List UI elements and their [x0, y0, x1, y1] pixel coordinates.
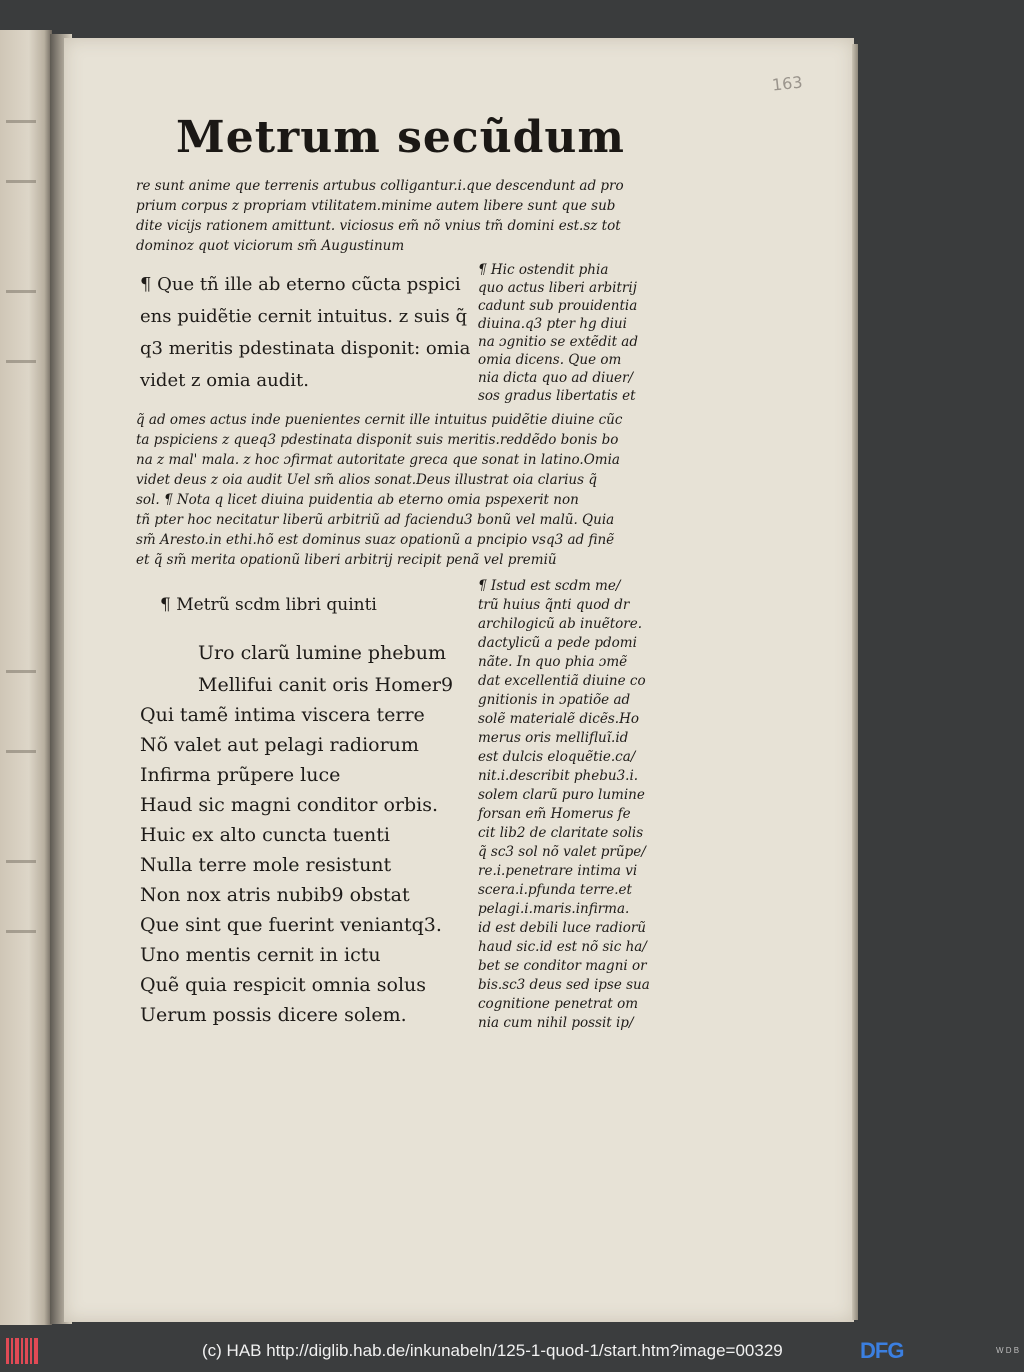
commentary-line: dat excellentiã diuine co: [478, 673, 646, 689]
commentary-line: bis.sc3 deus sed ipse sua: [478, 977, 650, 993]
commentary-line: nia cum nihil possit ip/: [478, 1015, 634, 1031]
commentary-line: dactylicũ a pede pdomi: [478, 635, 637, 651]
folio-number: 163: [771, 72, 804, 95]
verse-heading: ¶ Metrũ scdm libri quinti: [160, 595, 377, 615]
commentary-line: ta pspiciens z queq3 pdestinata disponit suis meritis.reddẽdo bonis bo: [136, 432, 619, 448]
commentary-line: bet se conditor magni or: [478, 958, 647, 974]
commentary-line: re.i.penetrare intima vi: [478, 863, 638, 879]
intro-gloss-line: dominoz quot viciorum sm̃ Augustinum: [136, 238, 405, 254]
intro-gloss-line: re sunt anime que terrenis artubus colligantur.i.que descendunt ad pro: [136, 178, 624, 194]
commentary-line: quo actus liberi arbitrij: [478, 280, 637, 296]
verse-line: Quẽ quia respicit omnia solus: [140, 974, 427, 996]
commentary-line: cognitione penetrat om: [478, 996, 639, 1012]
wdb-logo[interactable]: W D B: [996, 1346, 1020, 1355]
commentary-line: sos gradus libertatis et: [478, 388, 636, 404]
verse-line: Mellifui canit oris Homer9: [198, 674, 454, 696]
commentary-line: nãte. In quo phia ɔmẽ: [478, 654, 628, 670]
commentary-line: tñ pter hoc necitatur liberũ arbitriũ ad faciendu3 bonũ vel malũ. Quia: [136, 512, 615, 528]
commentary-line: id est debili luce radiorũ: [478, 920, 646, 936]
commentary-line: scera.i.pfunda terre.et: [478, 882, 632, 898]
left-page-edge: [0, 30, 52, 1325]
verse-line: Uerum possis dicere solem.: [140, 1004, 407, 1026]
commentary-line: videt deus z oia audit Uel sm̃ alios sonat.Deus illustrat oia clarius q̃: [136, 472, 597, 488]
dfg-logo[interactable]: DFG: [860, 1338, 904, 1363]
commentary-line: gnitionis in ɔpatiõe ad: [478, 692, 631, 708]
source-credit-link[interactable]: (c) HAB http://diglib.hab.de/inkunabeln/125-1-quod-1/start.htm?image=00329: [202, 1341, 783, 1360]
commentary-line: ¶ Istud est scdm me/: [478, 578, 621, 594]
commentary-line: trũ huius q̃nti quod dr: [478, 597, 630, 613]
verse-line: Infirma prũpere luce: [140, 764, 341, 786]
verse-line: Huic ex alto cuncta tuenti: [140, 824, 390, 846]
commentary-line: nit.i.describit phebu3.i.: [478, 768, 639, 784]
verse-line: Nõ valet aut pelagi radiorum: [140, 734, 419, 756]
lemma-line: videt z omia audit.: [140, 370, 309, 391]
commentary-line: na ɔgnitio se extẽdit ad: [478, 334, 639, 350]
commentary-line: omia dicens. Que om: [478, 352, 622, 368]
viewer-footer: [0, 1330, 1024, 1372]
verse-line: Uno mentis cernit in ictu: [140, 944, 381, 966]
commentary-line: haud sic.id est nõ sic ha/: [478, 939, 647, 955]
commentary-line: diuina.q3 pter hg diui: [478, 316, 627, 332]
commentary-line: solẽ materialẽ dicẽs.Ho: [478, 711, 639, 727]
commentary-line: cadunt sub prouidentia: [478, 298, 638, 314]
commentary-line: sol. ¶ Nota q licet diuina puidentia ab eterno omia pspexerit non: [136, 492, 579, 508]
commentary-line: archilogicũ ab inuẽtore.: [478, 616, 642, 632]
commentary-line: q̃ sc3 sol nõ valet prũpe/: [478, 844, 646, 860]
verse-line: Nulla terre mole resistunt: [140, 854, 392, 876]
intro-gloss-line: prium corpus z propriam vtilitatem.minime autem libere sunt que sub: [136, 198, 616, 214]
verse-line: Uro clarũ lumine phebum: [198, 642, 446, 664]
commentary-line: nia dicta quo ad diuer/: [478, 370, 634, 386]
lemma-line: ¶ Que tñ ille ab eterno cũcta pspici: [140, 274, 461, 295]
barcode-icon: [6, 1338, 40, 1364]
commentary-line: solem clarũ puro lumine: [478, 787, 645, 803]
commentary-line: et q̃ sm̃ merita opationũ liberi arbitrij recipit penã vel premiũ: [136, 552, 557, 568]
verse-line: Haud sic magni conditor orbis.: [140, 794, 439, 816]
lemma-line: ens puidẽtie cernit intuitus. z suis q̃: [140, 306, 467, 327]
commentary-line: q̃ ad omes actus inde puenientes cernit ille intuitus puidẽtie diuine cũc: [136, 412, 623, 428]
verse-line: Que sint que fuerint veniantq3.: [140, 914, 442, 936]
commentary-line: cit lib2 de claritate solis: [478, 825, 644, 841]
commentary-line: na z mal' mala. z hoc ɔfirmat autoritate greca que sonat in latino.Omia: [136, 452, 620, 468]
verse-line: Non nox atris nubib9 obstat: [140, 884, 410, 906]
verse-line: Qui tamẽ intima viscera terre: [140, 704, 425, 726]
commentary-line: est dulcis eloquẽtie.ca/: [478, 749, 636, 765]
commentary-line: pelagi.i.maris.infirma.: [478, 901, 630, 917]
page-edge: [852, 44, 858, 1320]
intro-gloss-line: dite vicijs rationem amittunt. viciosus em̃ nõ vnius tm̃ domini est.sz tot: [136, 218, 621, 234]
commentary-line: merus oris mellifluĩ.id: [478, 730, 629, 746]
commentary-line: sm̃ Aresto.in ethi.hõ est dominus suaz opationũ a pncipio vsq3 ad finẽ: [136, 532, 615, 548]
commentary-line: ¶ Hic ostendit phia: [478, 262, 609, 278]
commentary-line: forsan em̃ Homerus fe: [478, 806, 631, 822]
lemma-line: q3 meritis pdestinata disponit: omia: [140, 338, 471, 359]
page-headline: Metrum secũdum: [176, 112, 625, 163]
